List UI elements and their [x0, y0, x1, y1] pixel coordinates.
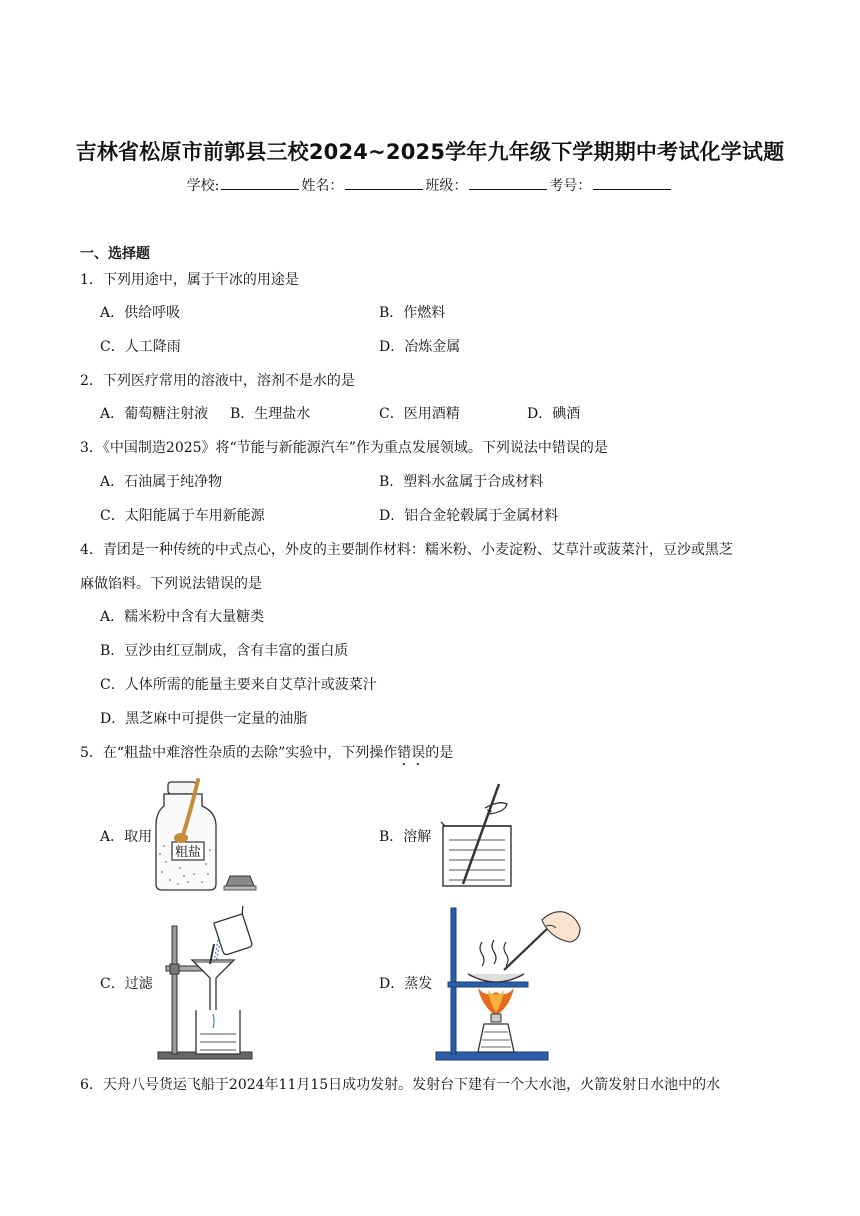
question-1-stem: 1．下列用途中，属于干冰的用途是: [80, 272, 299, 288]
class-label: 班级：: [425, 178, 468, 194]
q4-option-a[interactable]: A．糯米粉中含有大量糖类: [100, 609, 265, 625]
q4-option-d[interactable]: D．黑芝麻中可提供一定量的油脂: [100, 711, 308, 727]
q5-option-b[interactable]: B．溶解: [379, 829, 432, 845]
question-4-stem-line1: 4．青团是一种传统的中式点心，外皮的主要制作材料：糯米粉、小麦淀粉、艾草汁或菠菜汁，豆沙或黑芝: [80, 542, 733, 558]
q2-option-c[interactable]: C．医用酒精: [379, 406, 460, 422]
q4-option-c[interactable]: C．人体所需的能量主要来自艾草汁或菠菜汁: [100, 677, 377, 693]
q5-stem-emphasis: 错误: [397, 745, 426, 761]
jar-label: 粗盐: [174, 845, 202, 860]
q4-option-b[interactable]: B．豆沙由红豆制成，含有丰富的蛋白质: [100, 643, 349, 659]
question-3-stem: 3．《中国制造2025》将“节能与新能源汽车”作为重点发展领域。下列说法中错误的是: [80, 440, 608, 456]
question-6-stem: 6．天舟八号货运飞船于2024年11月15日成功发射。发射台下建有一个大水池，火箭发射日水池中的水: [80, 1077, 721, 1093]
name-blank[interactable]: [345, 176, 423, 190]
school-blank[interactable]: [221, 176, 299, 190]
question-4-stem-line2: 麻做馅料。下列说法错误的是: [80, 576, 262, 592]
salt-jar-illustration: [150, 776, 260, 894]
class-blank[interactable]: [469, 176, 547, 190]
q1-option-c[interactable]: C．人工降雨: [100, 339, 181, 355]
question-5-stem: [80, 743, 453, 769]
q1-option-a[interactable]: A．供给呼吸: [100, 305, 181, 321]
q5-option-a[interactable]: A．取用: [100, 829, 153, 845]
filtration-illustration: [152, 906, 262, 1064]
evaporation-illustration: [434, 906, 586, 1064]
dissolve-beaker-illustration: [435, 780, 525, 892]
q3-option-d[interactable]: D．铝合金轮毂属于金属材料: [379, 508, 559, 524]
number-label: 考号：: [549, 178, 592, 194]
q1-option-d[interactable]: D．冶炼金属: [379, 339, 461, 355]
q2-option-b[interactable]: B．生理盐水: [230, 406, 311, 422]
page-title: 吉林省松原市前郭县三校2024~2025学年九年级下学期期中考试化学试题: [75, 140, 785, 164]
q5-option-c[interactable]: C．过滤: [100, 976, 153, 992]
q3-option-c[interactable]: C．太阳能属于车用新能源: [100, 508, 265, 524]
name-label: 姓名：: [301, 178, 344, 194]
q2-option-a[interactable]: A．葡萄糖注射液: [100, 406, 209, 422]
school-label: 学校:: [186, 178, 220, 194]
q2-option-d[interactable]: D．碘酒: [527, 406, 581, 422]
question-2-stem: 2．下列医疗常用的溶液中，溶剂不是水的是: [80, 373, 355, 389]
q5-stem-suffix: 的是: [425, 745, 454, 761]
number-blank[interactable]: [593, 176, 671, 190]
section-title: 一、选择题: [80, 246, 150, 262]
student-info-line: [0, 175, 860, 195]
q3-option-a[interactable]: A．石油属于纯净物: [100, 474, 223, 490]
q5-option-d[interactable]: D．蒸发: [379, 976, 433, 992]
q1-option-b[interactable]: B．作燃料: [379, 305, 446, 321]
q3-option-b[interactable]: B．塑料水盆属于合成材料: [379, 474, 544, 490]
q5-stem-prefix: 5．在“粗盐中难溶性杂质的去除”实验中，下列操作: [80, 745, 398, 761]
